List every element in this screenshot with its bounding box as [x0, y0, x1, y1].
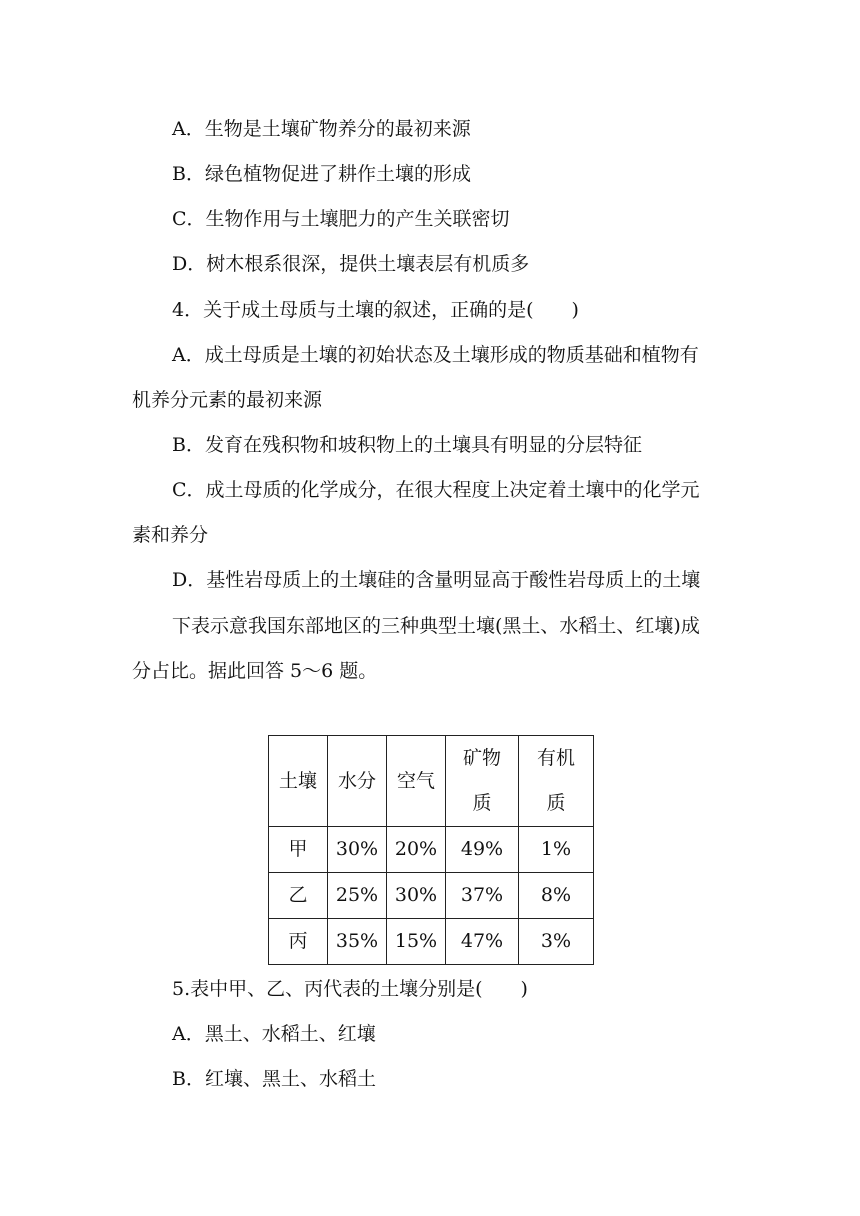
q5-option-a: A．黑土、水稻土、红壤 [172, 1023, 376, 1045]
intro-line1: 下表示意我国东部地区的三种典型土壤(黑土、水稻土、红壤)成 [172, 615, 700, 637]
table-cell: 甲 [269, 827, 328, 873]
q4-option-d: D．基性岩母质上的土壤硅的含量明显高于酸性岩母质上的土壤 [172, 569, 701, 591]
header-organic [519, 736, 594, 827]
table-cell: 49% [446, 827, 519, 873]
q5-option-b: B．红壤、黑土、水稻土 [172, 1068, 376, 1090]
header-water: 水分 [328, 736, 387, 827]
header-soil: 土壤 [269, 736, 328, 827]
header-organic-line2: 质 [546, 792, 566, 814]
q3-option-a: A．生物是土壤矿物养分的最初来源 [172, 118, 471, 140]
q3-option-c: C．生物作用与土壤肥力的产生关联密切 [172, 208, 510, 230]
table-cell: 47% [446, 919, 519, 965]
table-cell: 1% [519, 827, 594, 873]
table-cell: 30% [387, 873, 446, 919]
header-mineral [446, 736, 519, 827]
header-organic-line1: 有机 [536, 747, 575, 769]
header-mineral-line2: 质 [472, 792, 492, 814]
q4-option-a-line2: 机养分元素的最初来源 [132, 389, 323, 411]
header-air: 空气 [387, 736, 446, 827]
q4-option-a-line1: A．成土母质是土壤的初始状态及土壤形成的物质基础和植物有 [172, 344, 699, 366]
q4-stem: 4．关于成土母质与土壤的叙述，正确的是( ) [172, 299, 579, 321]
table-cell: 3% [519, 919, 594, 965]
table-row [269, 873, 594, 919]
table-cell: 37% [446, 873, 519, 919]
q3-option-b: B．绿色植物促进了耕作土壤的形成 [172, 163, 471, 185]
intro-line2: 分占比。据此回答 5～6 题。 [132, 660, 378, 682]
table-cell: 30% [328, 827, 387, 873]
table-row [269, 827, 594, 873]
table-header-row [269, 736, 594, 827]
table-cell: 8% [519, 873, 594, 919]
table-cell: 35% [328, 919, 387, 965]
header-mineral-line1: 矿物 [462, 747, 501, 769]
table-cell: 乙 [269, 873, 328, 919]
q4-option-c-line2: 素和养分 [132, 524, 209, 546]
table-cell: 25% [328, 873, 387, 919]
soil-composition-table [268, 735, 594, 965]
q4-option-c-line1: C．成土母质的化学成分，在很大程度上决定着土壤中的化学元 [172, 479, 700, 501]
q5-stem: 5.表中甲、乙、丙代表的土壤分别是( ) [172, 978, 528, 1000]
q3-option-d: D．树木根系很深，提供土壤表层有机质多 [172, 253, 530, 275]
table-cell: 丙 [269, 919, 328, 965]
table-cell: 20% [387, 827, 446, 873]
table-row [269, 919, 594, 965]
table-cell: 15% [387, 919, 446, 965]
q4-option-b: B．发育在残积物和坡积物上的土壤具有明显的分层特征 [172, 434, 642, 456]
